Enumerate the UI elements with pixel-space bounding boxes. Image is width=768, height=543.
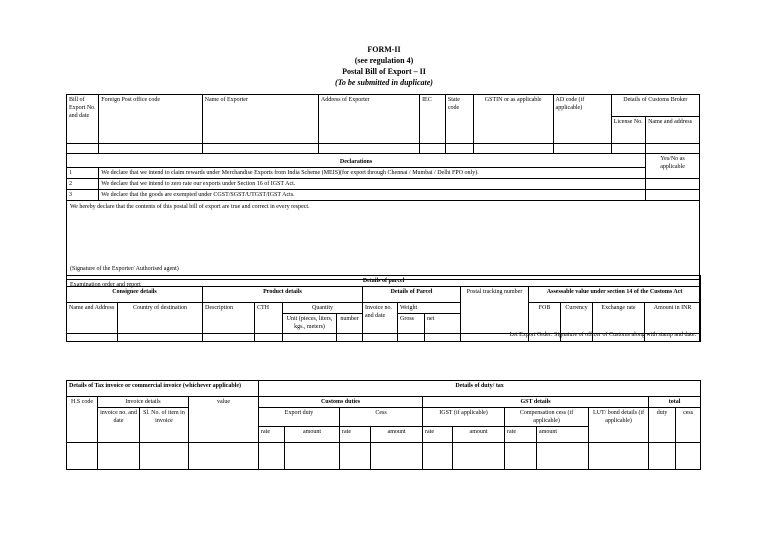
tax-entry-cell[interactable] [259,443,285,470]
tax-entry-cell[interactable] [140,443,189,470]
exporter-name-cell[interactable] [202,144,318,154]
bill-no-cell[interactable] [67,144,99,154]
parcel-entry-cell[interactable] [561,334,593,342]
declaration-number: 3 [67,190,99,201]
declaration-number: 1 [67,168,99,179]
form-subtitle: Postal Bill of Export – II [342,67,426,76]
tax-entry-cell[interactable] [67,443,98,470]
amount-header: amount [453,427,505,443]
parcel-entry-cell[interactable] [363,334,398,342]
invoice-no-date-header: invoice no. and date [98,408,140,443]
tax-entry-cell[interactable] [371,443,423,470]
fob-header: FOB [529,303,561,334]
gross-header: Gross [398,314,425,334]
tax-entry-cell[interactable] [453,443,505,470]
gstin-header: GSTIN or as applicable [473,95,553,144]
customs-broker-header: Details of Customs Broker [611,95,699,117]
parcel-details-header: Details of Parcel [363,287,461,303]
tax-entry-cell[interactable] [505,443,537,470]
iec-header: IEC [420,95,446,144]
exporter-address-header: Address of Exporter [318,95,419,144]
parcel-details-table [66,275,701,342]
exporter-address-cell[interactable] [318,144,419,154]
parcel-entry-cell[interactable] [593,334,645,342]
weight-header: Weight [398,303,461,314]
parcel-title: Details of parcel [67,276,701,287]
tax-entry-cell[interactable] [589,443,649,470]
value-header: value [189,397,259,443]
amount-header: amount [537,427,589,443]
ad-code-cell[interactable] [553,144,611,154]
number-header: number [337,314,363,334]
product-details-header: Product details [203,287,363,303]
hereby-declaration: We hereby declare that the contents of this postal bill of export are true and correct in every respect. [70,204,310,210]
tax-entry-cell[interactable] [285,443,340,470]
broker-name-cell[interactable] [646,144,700,154]
rate-header: rate [259,427,285,443]
duplicate-note: (To be submitted in duplicate) [335,78,433,87]
sl-no-header: Sl. No. of item in invoice [140,408,189,443]
exchange-rate-header: Exchange rate [593,303,645,334]
parcel-entry-cell[interactable] [425,334,461,342]
cess-header: Cess [340,408,423,427]
cth-header: CTH [255,303,283,334]
duty-tax-header: Details of duty/ tax [259,381,701,397]
state-code-header: State code [445,95,473,144]
invoice-no-header: Invoice no. and date [363,303,398,334]
declaration-signature-block [67,201,700,280]
consignee-name-header: Name and Address [67,303,118,334]
declaration-number: 2 [67,179,99,190]
consignee-details-header: Consignee details [67,287,203,303]
parcel-entry-cell[interactable] [203,334,255,342]
exporter-signature-label: (Signature of the Exporter/ Authorised agent) [70,266,179,272]
net-header: net [425,314,461,334]
tax-invoice-header: Details of Tax invoice or commercial invoice (whichever applicable) [67,381,259,397]
bill-no-header: Bill of Export No. and date [67,95,99,144]
gst-details-header: GST details [423,397,649,408]
parcel-entry-cell[interactable] [337,334,363,342]
currency-header: Currency [561,303,593,334]
tax-entry-cell[interactable] [189,443,259,470]
tax-entry-cell[interactable] [423,443,453,470]
yes-no-header: Yes/No as applicable [646,154,700,179]
form-title: FORM-II [367,45,401,54]
invoice-details-header: Invoice details [98,397,189,408]
total-header: total [649,397,701,408]
export-duty-header: Export duty [259,408,340,427]
assessable-value-header: Assessable value under section 14 of the Customs Act [529,287,701,303]
tax-entry-cell[interactable] [98,443,140,470]
country-header: Country of destination [118,303,203,334]
parcel-entry-cell[interactable] [283,334,337,342]
parcel-entry-cell[interactable] [398,334,425,342]
iec-cell[interactable] [420,144,446,154]
hs-code-header: H.S code [67,397,98,443]
parcel-entry-cell[interactable] [67,334,118,342]
parcel-entry-cell[interactable] [255,334,283,342]
description-header: Description [203,303,255,334]
tax-entry-cell[interactable] [676,443,701,470]
declaration-text: We declare that the goods are exempted under CGST/SGST/UTGST/IGST Acts. [99,190,646,201]
let-export-order-label: Let Export Order: Signature of officer of Customs along with stamp and date. [509,332,696,338]
license-no-cell[interactable] [611,144,645,154]
exporter-name-header: Name of Exporter [202,95,318,144]
examination-order-label: Examination order and report [70,282,141,288]
amount-header: amount [285,427,340,443]
total-duty-header: duty [649,408,676,443]
parcel-entry-cell[interactable] [529,334,561,342]
license-no-header: License No. [611,117,645,144]
amount-header: amount [371,427,423,443]
declaration-text: We declare that we intend to claim rewards under Merchandise Exports from India Scheme (MEIS)(for export through Chennai / Mumbai / Delhi FPO only). [99,168,646,179]
rate-header: rate [505,427,537,443]
tax-entry-cell[interactable] [340,443,371,470]
name-address-header: Name and address [646,117,700,144]
declarations-title: Declarations [67,154,646,168]
foreign-post-office-header: Foreign Post office code [99,95,202,144]
total-cess-header: cess [676,408,701,443]
fpo-cell[interactable] [99,144,202,154]
lut-bond-header: LUT/ bond details (if applicable) [589,408,649,443]
igst-header: IGST (if applicable) [423,408,505,427]
customs-duties-header: Customs duties [259,397,423,408]
compensation-cess-header: Compensation cess (if applicable) [505,408,589,427]
tax-entry-cell[interactable] [537,443,589,470]
parcel-entry-cell[interactable] [461,334,529,342]
declaration-yes-no-cell[interactable] [646,190,700,201]
declaration-text: We declare that we intend to zero rate our exports under Section 16 of IGST Act. [99,179,646,190]
tax-entry-cell[interactable] [649,443,676,470]
quantity-header: Quantity [283,303,363,314]
amount-inr-header: Amount in INR [645,303,701,334]
parcel-entry-cell[interactable] [118,334,203,342]
postal-tracking-header: Postal tracking number [461,287,529,334]
state-code-cell[interactable] [445,144,473,154]
declaration-yes-no-cell[interactable] [646,179,700,190]
unit-header: Unit (pieces, liters, kgs., meters) [283,314,337,334]
rate-header: rate [340,427,371,443]
ad-code-header: AD code (if applicable) [553,95,611,144]
rate-header: rate [423,427,453,443]
regulation-note: (see regulation 4) [354,56,414,65]
parcel-entry-cell[interactable] [645,334,701,342]
duty-tax-table [66,380,701,470]
gstin-cell[interactable] [473,144,553,154]
